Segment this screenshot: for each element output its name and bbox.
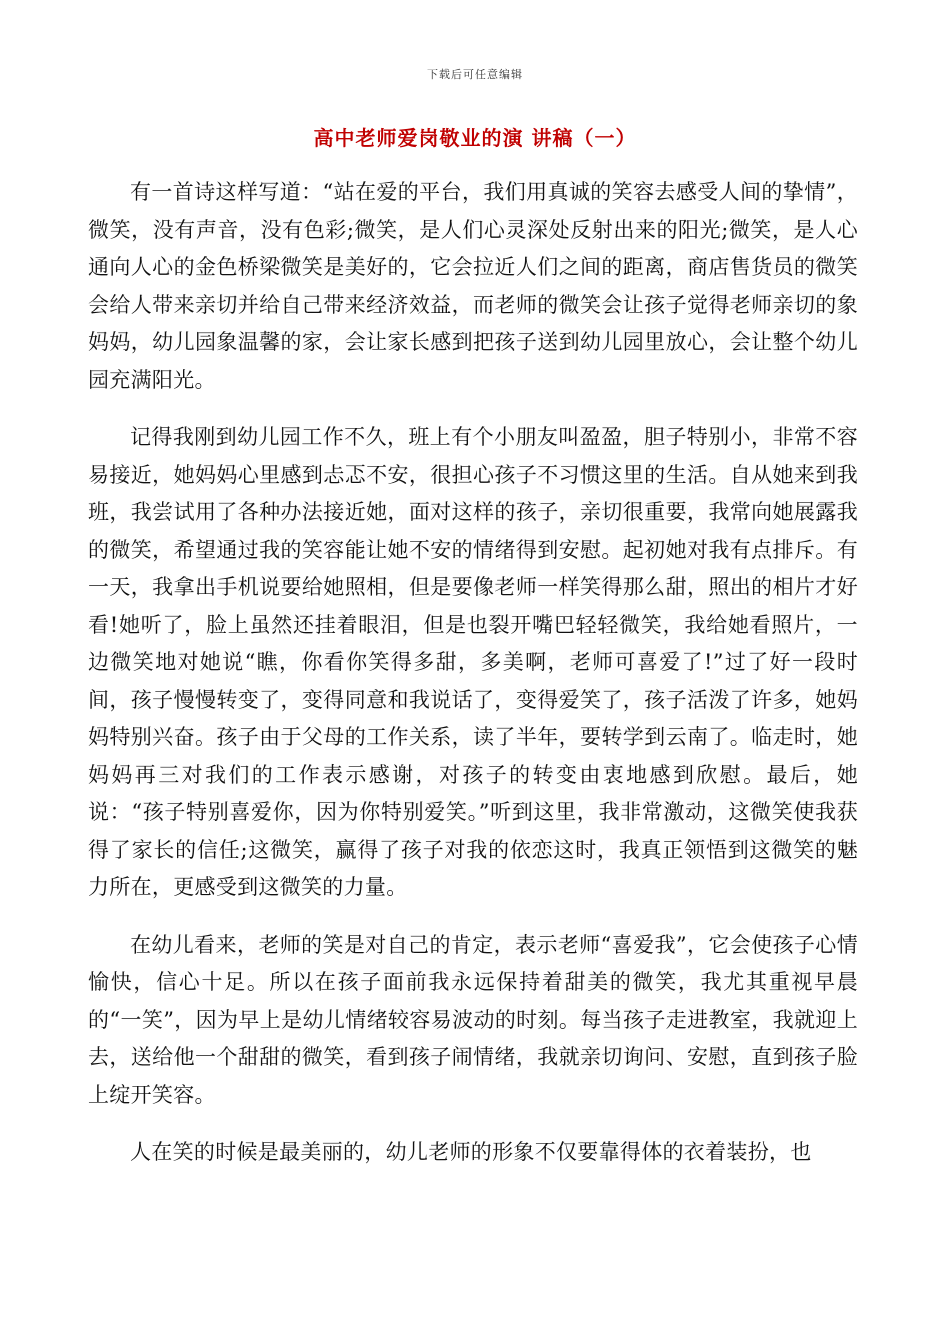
paragraph-1: 有一首诗这样写道：“站在爱的平台，我们用真诚的笑容去感受人间的挚情”，微笑，没有声音，没有色彩;微笑，是人们心灵深处反射出来的阳光;微笑，是人心通向人心的金色桥梁微笑是美好的，它会拉近人们之间的距离，商店售货员的微笑会给人带来亲切并给自己带来经济效益，而老师的微笑会让孩子觉得老师亲切的象妈妈，幼儿园象温馨的家，会让家长感到把孩子送到幼儿园里放心，会让整个幼儿园充满阳光。 xyxy=(88,180,858,392)
paragraph-3: 在幼儿看来，老师的笑是对自己的肯定，表示老师“喜爱我”，它会使孩子心情愉快，信心十足。所以在孩子面前我永远保持着甜美的微笑，我尤其重视早晨的“一笑”，因为早上是幼儿情绪较容易波动的时刻。每当孩子走进教室，我就迎上去，送给他一个甜甜的微笑，看到孩子闹情绪，我就亲切询问、安慰，直到孩子脸上绽开笑容。 xyxy=(88,932,858,1107)
document-title: 高中老师爱岗敬业的演 讲稿（一） xyxy=(313,126,637,150)
paragraph-2: 记得我刚到幼儿园工作不久，班上有个小朋友叫盈盈，胆子特别小，非常不容易接近，她妈妈心里感到忐忑不安，很担心孩子不习惯这里的生活。自从她来到我班，我尝试用了各种办法接近她，面对这样的孩子，亲切很重要，我常向她展露我的微笑，希望通过我的笑容能让她不安的情绪得到安慰。起初她对我有点排斥。有一天，我拿出手机说要给她照相，但是要像老师一样笑得那么甜，照出的相片才好看!她听了，脸上虽然还挂着眼泪，但是也裂开嘴巴轻轻微笑，我给她看照片，一边微笑地对她说“瞧，你看你笑得多甜，多美啊，老师可喜爱了!”过了好一段时间，孩子慢慢转变了，变得同意和我说话了，变得爱笑了，孩子活泼了许多，她妈妈特别兴奋。孩子由于父母的工作关系，读了半年，要转学到云南了。临走时，她妈妈再三对我们的工作表示感谢，对孩子的转变由衷地感到欣慰。最后，她说：“孩子特别喜爱你，因为你特别爱笑。”听到这里，我非常激动，这微笑使我获得了家长的信任;这微笑，赢得了孩子对我的依恋这时，我真正领悟到这微笑的魅力所在，更感受到这微笑的力量。 xyxy=(88,425,858,899)
document-body xyxy=(88,174,858,1192)
paragraph-4: 人在笑的时候是最美丽的，幼儿老师的形象不仅要靠得体的衣着装扮，也 xyxy=(130,1140,812,1164)
page-header-note: 下载后可任意编辑 xyxy=(427,68,523,81)
